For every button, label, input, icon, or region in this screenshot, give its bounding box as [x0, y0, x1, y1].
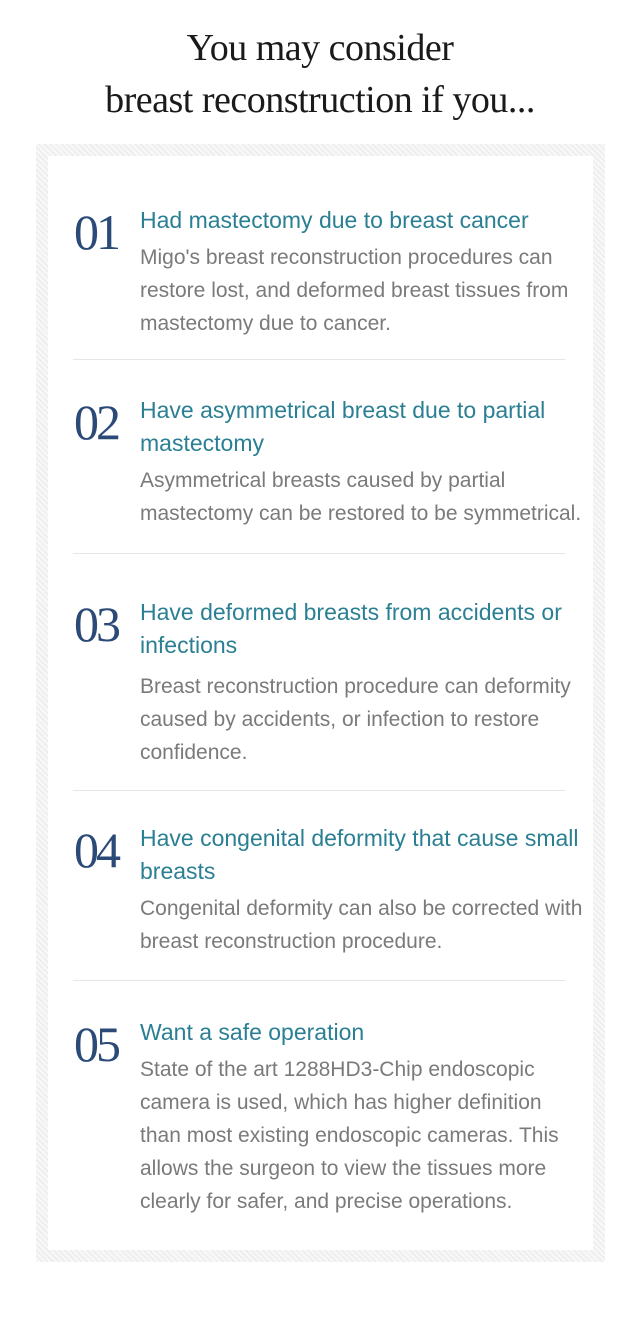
item-description: Congenital deformity can also be corrected with breast reconstruction procedure. [140, 897, 583, 953]
item-title: Have asymmetrical breast due to partial mastectomy [140, 397, 546, 456]
heading-line-2: breast reconstruction if you... [105, 79, 535, 121]
content-frame [36, 144, 605, 1262]
item-number: 04 [74, 822, 118, 878]
item-description: Asymmetrical breasts caused by partial mastectomy can be restored to be symmetrical. [140, 469, 582, 525]
item-number: 03 [74, 596, 118, 652]
item-title: Have deformed breasts from accidents or infections [140, 599, 562, 658]
item-title: Had mastectomy due to breast cancer [140, 207, 529, 233]
item-description: Migo's breast reconstruction procedures can restore lost, and deformed breast tissues from mastectomy due to cancer. [140, 246, 569, 335]
item-title: Have congenital deformity that cause small breasts [140, 825, 579, 884]
divider [73, 980, 565, 981]
item-title: Want a safe operation [140, 1019, 365, 1045]
item-text [140, 596, 585, 769]
item-number: 01 [74, 204, 118, 260]
item-text [140, 1016, 585, 1218]
content-panel [48, 156, 593, 1250]
divider [73, 790, 565, 791]
item-number: 02 [74, 394, 118, 450]
item-text [140, 822, 585, 958]
divider [73, 359, 565, 360]
item-description: State of the art 1288HD3-Chip endoscopic camera is used, which has higher definition than most existing endoscopic cameras. This allows the surgeon to view the tissues more clearly for safer, and precise operations. [140, 1058, 559, 1213]
item-number: 05 [74, 1016, 118, 1072]
heading-line-1: You may consider [186, 27, 454, 69]
divider [73, 553, 565, 554]
item-text [140, 204, 585, 340]
item-text [140, 394, 585, 530]
page-heading [0, 22, 640, 126]
item-description: Breast reconstruction procedure can deformity caused by accidents, or infection to restore confidence. [140, 675, 571, 764]
